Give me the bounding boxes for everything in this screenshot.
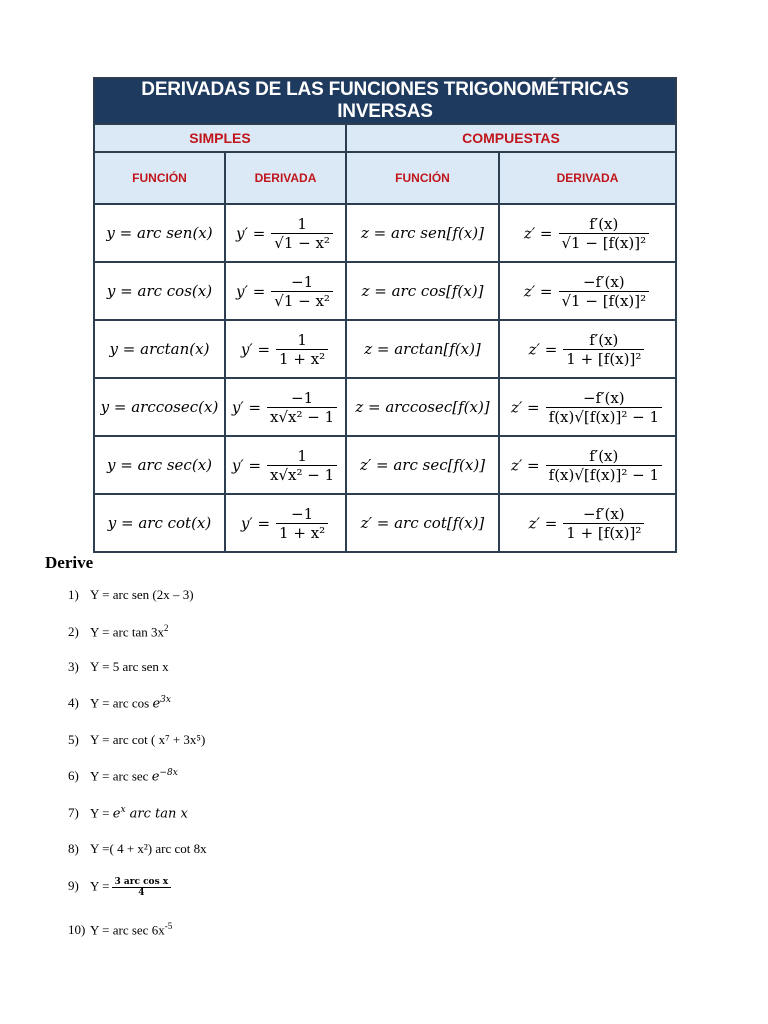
group-compound-header: COMPUESTAS	[346, 124, 676, 152]
exercise-item	[68, 659, 169, 675]
fraction-numerator: −f′(x)	[582, 272, 625, 291]
exercise-number: 7)	[68, 805, 79, 821]
column-header-function-compound: FUNCIÓN	[346, 152, 499, 204]
exercise-item	[68, 768, 178, 784]
group-simple-header: SIMPLES	[94, 124, 346, 152]
fraction-numerator: −1	[291, 388, 314, 407]
compound-function: z = arctan[f(x)]	[364, 339, 481, 358]
exercise-item	[68, 732, 205, 748]
simple-function-cell	[94, 378, 225, 436]
exercise-number: 4)	[68, 695, 79, 711]
fraction-numerator: 1	[297, 214, 307, 233]
simple-derivative-cell	[225, 262, 346, 320]
exercise-item	[68, 623, 169, 640]
exercise-number: 6)	[68, 768, 79, 784]
exercise-exponent: −8x	[159, 768, 178, 778]
table-row	[94, 262, 676, 320]
fraction-denominator: 1 + [f(x)]²	[563, 349, 644, 368]
simple-derivative-lhs: y′ =	[236, 224, 266, 242]
compound-function-cell	[346, 204, 499, 262]
simple-function-cell	[94, 262, 225, 320]
compound-derivative-fraction	[559, 215, 650, 252]
exercise-number: 8)	[68, 841, 79, 856]
table-row	[94, 378, 676, 436]
fraction-denominator: √1 − x²	[271, 233, 333, 252]
compound-derivative-fraction	[546, 447, 662, 484]
compound-function: z′ = arc cot[f(x)]	[360, 513, 485, 532]
compound-derivative-lhs: z′ =	[528, 340, 558, 358]
fraction-denominator: f(x)√[f(x)]² − 1	[546, 407, 662, 426]
compound-function-cell	[346, 436, 499, 494]
exercise-text: Y = arc tan 3x	[90, 624, 164, 640]
exercise-item	[68, 841, 207, 857]
compound-function: z = arc sen[f(x)]	[361, 223, 484, 242]
exercise-exponent: 2	[164, 623, 169, 633]
exercise-number: 9)	[68, 878, 79, 894]
simple-derivative-lhs: y′ =	[240, 340, 271, 358]
table-title: DERIVADAS DE LAS FUNCIONES TRIGONOMÉTRICAS INVERSAS	[94, 78, 676, 124]
fraction-numerator: 1	[297, 330, 307, 349]
table-row	[94, 320, 676, 378]
simple-function: y = arc cos(x)	[106, 281, 213, 300]
simple-function-cell	[94, 494, 225, 552]
fraction-numerator: −1	[291, 272, 314, 291]
exercise-text: Y =	[90, 878, 110, 894]
simple-derivative-lhs: y′ =	[231, 456, 262, 474]
fraction-numerator: 1	[297, 446, 307, 465]
fraction-numerator: 3 arc cos x	[114, 877, 169, 887]
exercise-item	[68, 695, 171, 711]
exercise-text: Y = arc sec 6x	[90, 922, 165, 938]
table-row	[94, 204, 676, 262]
column-header-derivative-compound: DERIVADA	[499, 152, 676, 204]
compound-function: z = arc cos[f(x)]	[361, 281, 484, 300]
exercise-exponent: -5	[164, 921, 173, 931]
compound-derivative-fraction	[546, 389, 662, 426]
compound-derivative-lhs: z′ =	[528, 514, 558, 532]
simple-derivative-cell	[225, 204, 346, 262]
exercise-text: Y = arc cos	[90, 695, 153, 711]
simple-derivative-fraction	[276, 331, 328, 368]
exercise-text-after: arc tan x	[125, 806, 188, 822]
simple-derivative-cell	[225, 436, 346, 494]
exercise-text: Y = arc sec	[90, 768, 152, 784]
simple-function: y = arctan(x)	[109, 339, 210, 358]
simple-function: y = arc cot(x)	[107, 513, 212, 532]
exercise-item	[68, 877, 173, 898]
simple-derivative-lhs: y′ =	[236, 282, 266, 300]
derivatives-table	[93, 77, 677, 553]
exercise-exponent: x	[120, 805, 126, 815]
compound-derivative-lhs: z′ =	[523, 282, 553, 300]
table-row	[94, 494, 676, 552]
simple-derivative-cell	[225, 494, 346, 552]
compound-derivative-cell	[499, 262, 676, 320]
compound-derivative-lhs: z′ =	[510, 456, 540, 474]
table-body	[94, 204, 676, 552]
compound-function: z = arccosec[f(x)]	[355, 397, 490, 416]
table-row	[94, 436, 676, 494]
fraction-denominator: √1 − [f(x)]²	[559, 233, 650, 252]
compound-function: z′ = arc sec[f(x)]	[359, 455, 486, 474]
simple-derivative-cell	[225, 378, 346, 436]
compound-derivative-cell	[499, 204, 676, 262]
simple-function-cell	[94, 320, 225, 378]
fraction-numerator: −1	[291, 504, 314, 523]
simple-derivative-fraction	[271, 215, 333, 252]
compound-derivative-lhs: z′ =	[510, 398, 540, 416]
fraction-numerator: f′(x)	[589, 446, 619, 465]
simple-derivative-fraction	[267, 447, 337, 484]
exercise-number: 1)	[68, 587, 79, 602]
simple-function-cell	[94, 204, 225, 262]
compound-function-cell	[346, 494, 499, 552]
compound-derivative-cell	[499, 320, 676, 378]
fraction-denominator: 4	[112, 887, 172, 898]
fraction-denominator: √1 − x²	[271, 291, 333, 310]
exercise-base: e	[152, 696, 161, 712]
simple-function: y = arc sec(x)	[107, 455, 212, 474]
exercise-text: Y =( 4 + x²) arc cot 8x	[90, 841, 207, 856]
simple-function: y = arc sen(x)	[106, 223, 213, 242]
fraction-denominator: √1 − [f(x)]²	[559, 291, 650, 310]
compound-function-cell	[346, 378, 499, 436]
derive-heading: Derive	[45, 553, 94, 572]
simple-derivative-lhs: y′ =	[231, 398, 262, 416]
simple-derivative-fraction	[271, 273, 333, 310]
derivatives-table-container	[93, 77, 675, 553]
column-header-derivative: DERIVADA	[225, 152, 346, 204]
exercise-number: 3)	[68, 659, 79, 674]
exercise-text: Y =	[90, 805, 113, 821]
fraction-numerator: f′(x)	[589, 214, 619, 233]
fraction-numerator: −f′(x)	[582, 388, 625, 407]
simple-derivative-lhs: y′ =	[240, 514, 271, 532]
exercise-number: 2)	[68, 624, 79, 640]
exercise-number: 5)	[68, 732, 79, 747]
fraction-denominator: x√x² − 1	[267, 465, 337, 484]
exercise-base: e	[151, 769, 160, 785]
fraction-denominator: 1 + x²	[276, 523, 328, 542]
simple-derivative-fraction	[267, 389, 337, 426]
compound-derivative-cell	[499, 494, 676, 552]
exercise-item	[68, 805, 188, 821]
exercise-item	[68, 587, 194, 603]
compound-derivative-fraction	[559, 273, 650, 310]
exercise-fraction	[112, 877, 172, 898]
exercise-text: Y = arc cot ( x⁷ + 3x⁵)	[90, 732, 206, 747]
compound-function-cell	[346, 262, 499, 320]
fraction-denominator: f(x)√[f(x)]² − 1	[546, 465, 662, 484]
exercise-number: 10)	[68, 922, 86, 938]
compound-derivative-cell	[499, 378, 676, 436]
simple-function-cell	[94, 436, 225, 494]
exercise-text: Y = 5 arc sen x	[90, 659, 169, 674]
fraction-numerator: −f′(x)	[582, 504, 625, 523]
column-header-function: FUNCIÓN	[94, 152, 225, 204]
simple-derivative-fraction	[276, 505, 328, 542]
compound-derivative-fraction	[563, 505, 644, 542]
compound-derivative-lhs: z′ =	[523, 224, 553, 242]
fraction-denominator: 1 + x²	[276, 349, 328, 368]
fraction-denominator: 1 + [f(x)]²	[563, 523, 644, 542]
compound-derivative-cell	[499, 436, 676, 494]
exercise-item	[68, 921, 172, 938]
compound-derivative-fraction	[563, 331, 644, 368]
exercise-text: Y = arc sen (2x – 3)	[90, 587, 194, 602]
fraction-denominator: x√x² − 1	[267, 407, 337, 426]
compound-function-cell	[346, 320, 499, 378]
exercise-exponent: 3x	[160, 695, 171, 705]
fraction-numerator: f′(x)	[589, 330, 619, 349]
exercise-base: e	[112, 806, 121, 822]
simple-derivative-cell	[225, 320, 346, 378]
simple-function: y = arccosec(x)	[100, 397, 219, 416]
